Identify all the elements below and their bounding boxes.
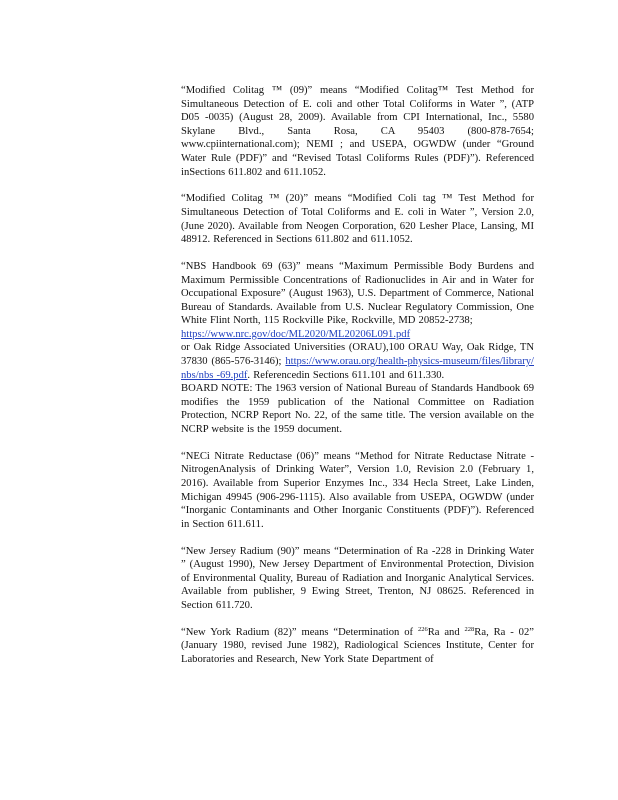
- ny-text-part-1: “New York Radium (82)” means “Determination of: [181, 626, 414, 638]
- definition-nbs-handbook-69: [181, 260, 534, 382]
- nbs-text-part-1: “NBS Handbook 69 (63)” means “Maximum Permissible Body Burdens and Maximum Permissible Concentrations of Radionuclides in Air and in Water for Occupational Exposure” (August 1963), U.S. Department of Commerce, National Bureau of Standards. Available from U.S. Nuclear Regulatory Commission, One White Flint North, 115 Rockville Pike, Rockville, MD 20852-2738;: [181, 260, 534, 327]
- nbs-text-part-2: or Oak Ridge Associated Universities (ORAU),100 ORAU Way, Oak Ridge, TN 37830 (865-576-3146);: [181, 342, 534, 368]
- orau-link[interactable]: https://www.orau.org/health-physics-museum/files/library/nbs/nbs -69.pdf: [181, 356, 534, 381]
- definition-neci-nitrate: “NECi Nitrate Reductase (06)” means “Method for Nitrate Reductase Nitrate -NitrogenAnalysis of Drinking Water”, Version 1.0, Revision 2.0 (February 1, 2016). Available from Superior Enzymes Inc., 334 Hecla Street, Lake Linden, Michigan 49945 (906-296-1115). Also available from USEPA, OGWDW (under “Inorganic Contaminants and Other Inorganic Constituents (PDF)”). Referenced in Section 611.611.: [181, 450, 534, 530]
- board-note: BOARD NOTE: The 1963 version of National Bureau of Standards Handbook 69 modifies the 1959 publication of the National Committee on Radiation Protection, NCRP Report No. 22, of the same title. The version available on the NCRP website is the 1959 document.: [181, 383, 534, 436]
- ny-text-part-3: Ra, Ra - 02” (January 1980, revised June 1982), Radiological Sciences Institute, Center for Laboratories and Research, New York State Department of: [181, 626, 534, 665]
- definition-new-jersey-radium: “New Jersey Radium (90)” means “Determination of Ra -228 in Drinking Water ” (August 1990), New Jersey Department of Environmental Protection, Division of Environmental Quality, Bureau of Radiation and Inorganic Analytical Services. Available from publisher, 9 Ewing Street, Trenton, NJ 08625. Referenced in Section 611.720.: [181, 545, 534, 611]
- ny-superscript-226: 226: [417, 625, 428, 633]
- definition-colitag-09: “Modified Colitag ™ (09)” means “Modified Colitag™ Test Method for Simultaneous Detection of E. coli and other Total Coliforms in Water ”, (ATP D05 -0035) (August 28, 2009). Available from CPI International, Inc., 5580 Skylane Blvd., Santa Rosa, CA 95403 (800-878-7654; www.cpiinternational.com); NEMI ; and USEPA, OGWDW (under “Ground Water Rule (PDF)” and “Revised Totasl Coliforms Rules (PDF)”). Referenced inSections 611.802 and 611.1052.: [181, 85, 534, 178]
- ny-superscript-228: 228: [464, 625, 475, 633]
- definition-colitag-20: “Modified Colitag ™ (20)” means “Modified Coli tag ™ Test Method for Simultaneous Detection of Total Coliforms and E. coli in Water ”, Version 2.0, (June 2020). Available from Neogen Corporation, 620 Lesher Place, Lansing, MI 48912. Referenced in Sections 611.802 and 611.1052.: [181, 193, 534, 246]
- nbs-text-part-3: . Referencedin Sections 611.101 and 611.330.: [247, 369, 445, 381]
- nrc-link[interactable]: https://www.nrc.gov/doc/ML2020/ML20206L091.pdf: [181, 328, 411, 340]
- document-page: [181, 84, 534, 680]
- definition-new-york-radium: [181, 626, 534, 667]
- ny-text-part-2: Ra and: [427, 626, 460, 638]
